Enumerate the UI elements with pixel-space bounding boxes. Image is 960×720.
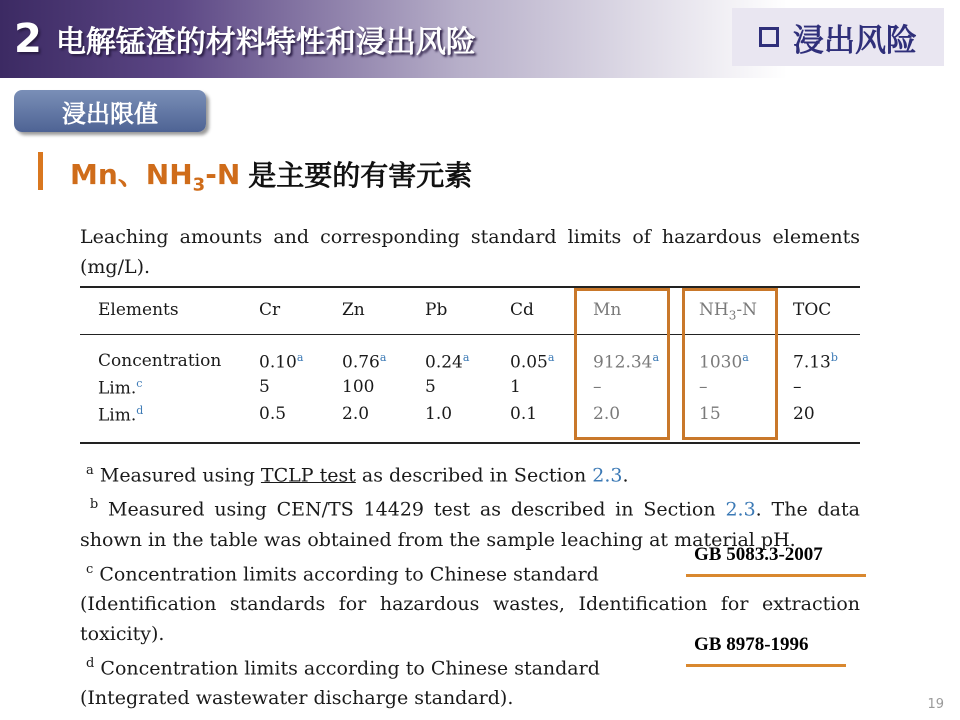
section-title: 电解锰渣的材料特性和浸出风险 — [55, 25, 476, 60]
standard-underline-c — [686, 574, 866, 577]
table-cell: 1030$^a$ — [699, 351, 749, 373]
footnote-b: $^b$ Measured using CEN/TS 14429 test as described in Section 2.3. The data shown in the table was obtained from the sample leaching at material pH. — [80, 497, 860, 551]
topic-label-box — [732, 8, 944, 66]
row-label-lim-d: Lim.$^d$ — [98, 404, 144, 426]
row-label-lim-c: Lim.$^c$ — [98, 377, 143, 399]
table-cell: 5 — [425, 377, 436, 397]
table-header-elements: Elements — [98, 300, 179, 320]
table-cell: 100 — [342, 377, 375, 397]
subheading — [70, 154, 472, 194]
table-cell: – — [793, 377, 802, 397]
subheading-text: 是主要的有害元素 — [248, 159, 473, 192]
table-cell: – — [593, 377, 602, 397]
highlight-box-mn — [574, 288, 670, 440]
table-cell: 20 — [793, 404, 815, 424]
paper-excerpt — [80, 222, 860, 710]
table-bottom-rule — [80, 442, 860, 444]
footnote-c-cont: (Identification standards for hazardous wastes, Identification for extraction toxicity). — [80, 592, 860, 645]
table-cell: 2.0 — [342, 404, 370, 424]
subheading-elements: Mn、$NH_3-N$ — [70, 157, 241, 196]
table-cell: 15 — [699, 404, 721, 424]
table-cell: 0.5 — [259, 404, 287, 424]
highlight-box-nh3n — [682, 288, 778, 440]
table-cell: 7.13$^b$ — [793, 351, 838, 373]
table-header-cd: Cd — [510, 300, 534, 320]
table-header-nh3n: $NH_3-N$ — [699, 300, 757, 323]
standard-code-d: GB 8978-1996 — [694, 634, 809, 655]
table-cell: 0.05$^a$ — [510, 351, 555, 373]
accent-bar — [38, 152, 43, 190]
footnote-d: $^d$ Concentration limits according to Chinese standard — [86, 655, 600, 680]
table-cell: 0.24$^a$ — [425, 351, 470, 373]
footnote-c: $^c$ Concentration limits according to Chinese standard — [86, 561, 599, 585]
table-cell: 0.76$^a$ — [342, 351, 387, 373]
table-cell: 2.0 — [593, 404, 621, 424]
footnote-d-cont: (Integrated wastewater discharge standard). — [80, 687, 514, 710]
checkbox-square-icon — [759, 27, 779, 47]
table-cell: 1 — [510, 377, 521, 397]
table-header-pb: Pb — [425, 300, 448, 320]
section-number: 2 — [14, 16, 42, 62]
page-title — [14, 12, 476, 66]
table-cell: 912.34$^a$ — [593, 351, 660, 373]
table-caption-line-2: (mg/L). — [80, 256, 151, 278]
section-tab: 浸出限值 — [14, 90, 206, 132]
footnote-a: $^a$ Measured using TCLP test as described in Section 2.3. — [86, 463, 629, 487]
table-caption-line-1: Leaching amounts and corresponding standard limits of hazardous elements — [80, 226, 860, 248]
page-number: 19 — [927, 697, 944, 712]
table-header-cr: Cr — [259, 300, 281, 320]
row-label-concentration: Concentration — [98, 351, 222, 371]
standard-code-c: GB 5083.3-2007 — [694, 544, 823, 565]
table-footnotes — [80, 456, 860, 713]
table-cell: 5 — [259, 377, 270, 397]
table-cell: 0.1 — [510, 404, 538, 424]
standard-underline-d — [686, 664, 846, 667]
table-cell: 1.0 — [425, 404, 453, 424]
table-cell: 0.10$^a$ — [259, 351, 304, 373]
table-header-toc: TOC — [793, 300, 832, 320]
topic-label: 浸出风险 — [793, 22, 917, 59]
table-header-zn: Zn — [342, 300, 365, 320]
table-header-mn: Mn — [593, 300, 622, 320]
table-cell: – — [699, 377, 708, 397]
